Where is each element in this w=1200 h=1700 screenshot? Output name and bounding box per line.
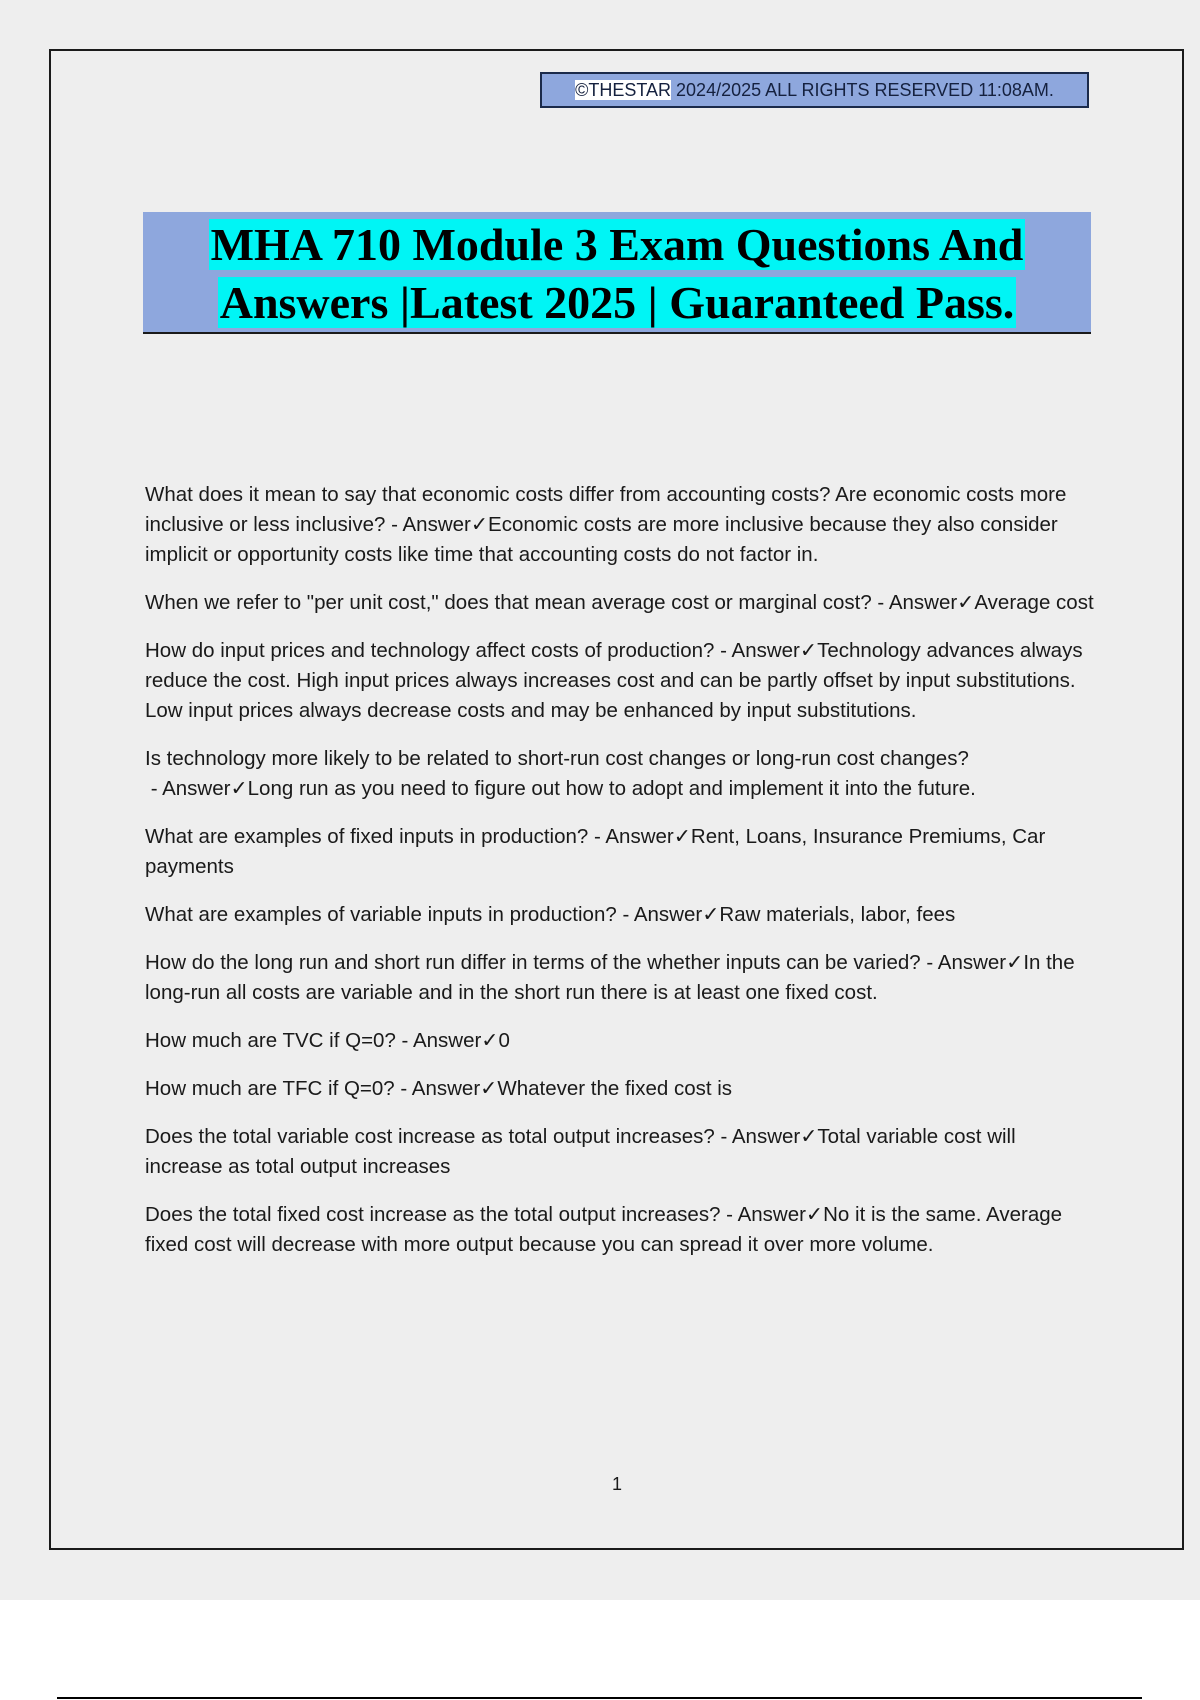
- question-text: What are examples of fixed inputs in production?: [145, 825, 589, 848]
- answer-marker: Answer✓: [731, 639, 818, 662]
- title-line-1: MHA 710 Module 3 Exam Questions And: [210, 219, 1024, 270]
- answer-marker: Answer✓: [412, 1029, 499, 1052]
- copyright-brand: ©THESTAR: [575, 80, 672, 100]
- question-text: Does the total fixed cost increase as the total output increases?: [145, 1203, 721, 1226]
- answer-text: Long run as you need to figure out how to adopt and implement it into the future.: [247, 777, 976, 800]
- qa-list: [145, 480, 1095, 1278]
- copyright-text: 2024/2025 ALL RIGHTS RESERVED 11:08AM.: [671, 80, 1054, 100]
- answer-marker: Answer✓: [162, 777, 248, 800]
- bottom-divider: [57, 1697, 1142, 1699]
- answer-marker: Answer✓: [731, 1125, 818, 1148]
- qa-item: What are examples of fixed inputs in production? - Answer✓Rent, Loans, Insurance Premiums, Car payments: [145, 825, 1046, 878]
- answer-text: In the long-run all costs are variable and in the short run there is at least one fixed cost.: [145, 951, 1075, 1004]
- answer-marker: Answer✓: [737, 1203, 824, 1226]
- answer-marker: Answer✓: [633, 903, 720, 926]
- question-text: Is technology more likely to be related to short-run cost changes or long-run cost changes?: [145, 747, 969, 770]
- answer-text: No it is the same. Average fixed cost will decrease with more output because you can spread it over more volume.: [145, 1203, 1063, 1256]
- qa-item: How do input prices and technology affect costs of production? - Answer✓Technology advances always reduce the cost. High input prices always increases cost and can be partly offset by input substitutions. Low input prices always decrease costs and may be enhanced by input substitutions.: [145, 639, 1083, 722]
- answer-marker: Answer✓: [888, 591, 975, 614]
- answer-marker: Answer✓: [605, 825, 691, 848]
- question-text: Does the total variable cost increase as total output increases?: [145, 1125, 715, 1148]
- document-title: [143, 212, 1091, 334]
- qa-item: What does it mean to say that economic costs differ from accounting costs? Are economic costs more inclusive or less inclusive? - Answer✓Economic costs are more inclusive because they also consider implicit or opportunity costs like time that accounting costs do not factor in.: [145, 483, 1067, 566]
- qa-item: Is technology more likely to be related to short-run cost changes or long-run cost changes? - Answer✓Long run as you need to figure out how to adopt and implement it into the future.: [145, 747, 976, 800]
- question-text: How do the long run and short run differ in terms of the whether inputs can be varied?: [145, 951, 921, 974]
- qa-item: How much are TFC if Q=0? - Answer✓Whatever the fixed cost is: [145, 1077, 733, 1100]
- qa-item: How much are TVC if Q=0? - Answer✓0: [145, 1029, 510, 1052]
- answer-text: Raw materials, labor, fees: [719, 903, 956, 926]
- answer-text: 0: [498, 1029, 510, 1052]
- question-text: How do input prices and technology affect costs of production?: [145, 639, 715, 662]
- answer-marker: Answer✓: [411, 1077, 498, 1100]
- answer-text: Average cost: [974, 591, 1094, 614]
- question-text: How much are TVC if Q=0?: [145, 1029, 396, 1052]
- qa-item: What are examples of variable inputs in production? - Answer✓Raw materials, labor, fees: [145, 903, 956, 926]
- question-text: What are examples of variable inputs in production?: [145, 903, 617, 926]
- answer-marker: Answer✓: [402, 513, 489, 536]
- question-text: How much are TFC if Q=0?: [145, 1077, 395, 1100]
- qa-item: Does the total fixed cost increase as the total output increases? - Answer✓No it is the same. Average fixed cost will decrease with more output because you can spread it over more volume.: [145, 1203, 1063, 1256]
- answer-text: Whatever the fixed cost is: [497, 1077, 733, 1100]
- answer-text: Rent, Loans, Insurance Premiums, Car payments: [145, 825, 1046, 878]
- answer-text: Technology advances always reduce the cost. High input prices always increases cost and can be partly offset by input substitutions. Low input prices always decrease costs and may be enhanced by input substitutions.: [145, 639, 1083, 722]
- question-text: When we refer to "per unit cost," does that mean average cost or marginal cost?: [145, 591, 872, 614]
- qa-item: How do the long run and short run differ in terms of the whether inputs can be varied? - Answer✓In the long-run all costs are variable and in the short run there is at least one fixed cost.: [145, 951, 1075, 1004]
- answer-text: Total variable cost will increase as total output increases: [145, 1125, 1016, 1178]
- page-number: 1: [611, 1474, 622, 1494]
- copyright-banner: [540, 72, 1089, 108]
- question-text: What does it mean to say that economic costs differ from accounting costs? Are economic costs more inclusive or less inclusive?: [145, 483, 1067, 536]
- qa-item: Does the total variable cost increase as total output increases? - Answer✓Total variable cost will increase as total output increases: [145, 1125, 1016, 1178]
- answer-marker: Answer✓: [937, 951, 1024, 974]
- qa-item: When we refer to "per unit cost," does that mean average cost or marginal cost? - Answer✓Average cost: [145, 591, 1094, 614]
- title-line-2: Answers |Latest 2025 | Guaranteed Pass.: [219, 277, 1015, 328]
- answer-text: Economic costs are more inclusive because they also consider implicit or opportunity costs like time that accounting costs do not factor in.: [145, 513, 1058, 566]
